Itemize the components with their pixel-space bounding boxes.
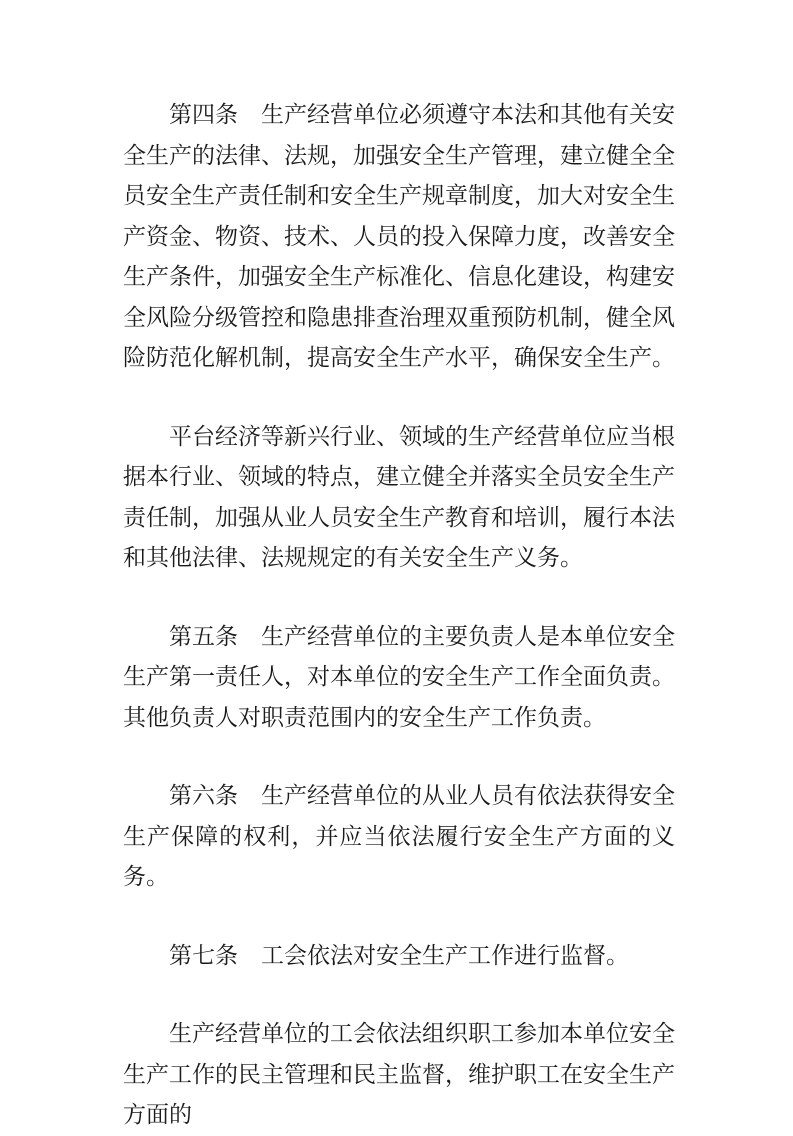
paragraph-article-7-clause-2 [123, 1014, 675, 1136]
paragraph-text: 生产经营单位的主要负责人是本单位安全生产第一责任人，对本单位的安全生产工作全面负责。其他负责人对职责范围内的安全生产工作负责。 [123, 623, 675, 731]
paragraph-article-7 [123, 936, 675, 977]
article-number: 第四条 [169, 102, 238, 128]
paragraph-article-4 [123, 95, 675, 379]
paragraph-text: 生产经营单位的从业人员有依法获得安全生产保障的权利，并应当依法履行安全生产方面的义务。 [123, 783, 675, 890]
article-number: 第七条 [169, 942, 238, 969]
paragraph-article-4-clause-2 [123, 417, 675, 579]
article-number: 第五条 [169, 623, 238, 650]
paragraph-article-5 [123, 617, 675, 739]
document-page [123, 95, 675, 1136]
paragraph-text: 生产经营单位必须遵守本法和其他有关安全生产的法律、法规，加强安全生产管理，建立健全全员安全生产责任制和安全生产规章制度，加大对安全生产资金、物资、技术、人员的投入保障力度，改善安全生产条件，加强安全生产标准化、信息化建设，构建安全风险分级管控和隐患排查治理双重预防机制，健全风险防范化解机制，提高安全生产水平，确保安全生产。 [123, 102, 675, 371]
paragraph-text: 工会依法对安全生产工作进行监督。 [261, 942, 629, 969]
paragraph-article-6 [123, 776, 675, 898]
paragraph-text: 平台经济等新兴行业、领域的生产经营单位应当根据本行业、领域的特点，建立健全并落实全员安全生产责任制，加强从业人员安全生产教育和培训，履行本法和其他法律、法规规定的有关安全生产义务。 [123, 423, 675, 571]
paragraph-text: 生产经营单位的工会依法组织职工参加本单位安全生产工作的民主管理和民主监督，维护职工在安全生产方面的 [123, 1021, 675, 1128]
article-number: 第六条 [169, 783, 238, 809]
